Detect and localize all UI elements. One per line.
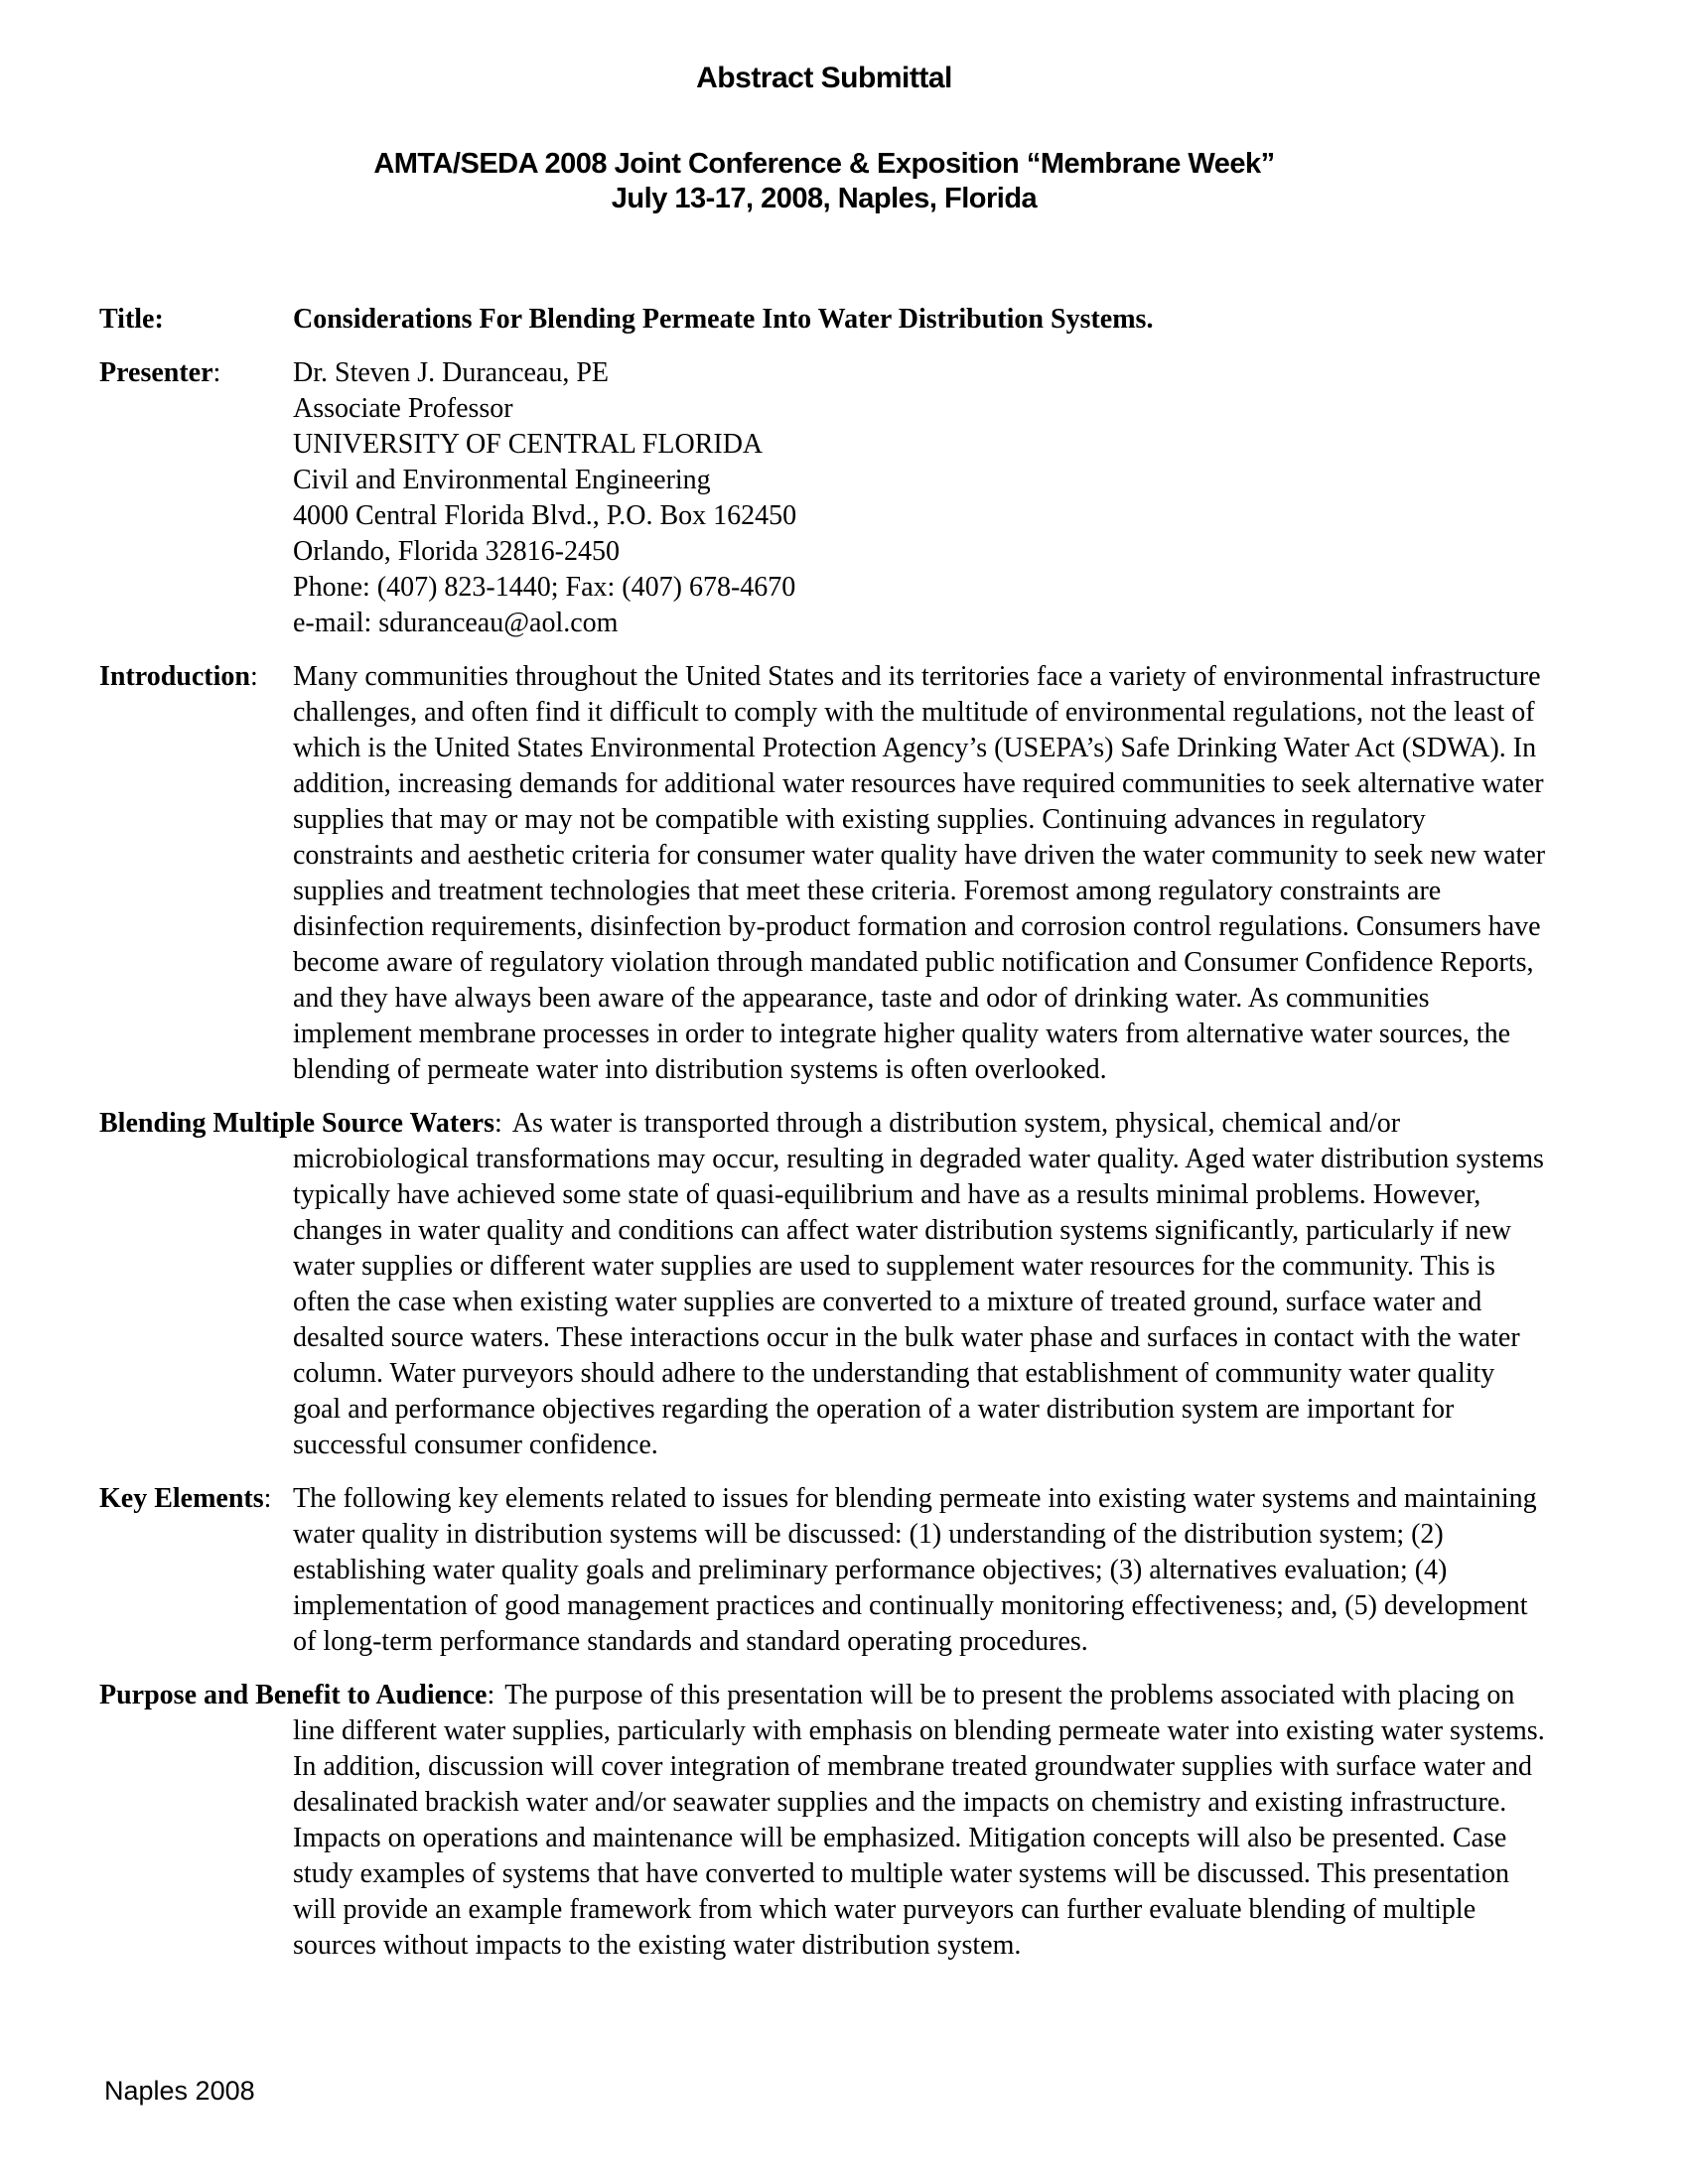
introduction-text: Many communities throughout the United States and its territories face a variety of environmental infrastructure challenges, and often find it difficult to comply with the multitude of environmental regulations, not the least of which is the United States Environmental Protection Agency’s (USEPA’s) Safe Drinking Water Act (SDWA). In addition, increasing demands for additional water resources have required communities to seek alternative water supplies that may or may not be compatible with existing supplies. Continuing advances in regulatory constraints and aesthetic criteria for consumer water quality have driven the water community to seek new water supplies and treatment technologies that meet these criteria. Foremost among regulatory constraints are disinfection requirements, disinfection by-product formation and corrosion control regulations. Consumers have become aware of regulatory violation through mandated public notification and Consumer Confidence Reports, and they have always been aware of the appearance, taste and odor of drinking water. As communities implement membrane processes in order to integrate higher quality waters from alternative water sources, the blending of permeate water into distribution systems is often overlooked.: [293, 661, 1546, 1085]
conference-name: AMTA/SEDA 2008 Joint Conference & Exposition “Membrane Week”: [373, 148, 1275, 180]
section-presenter: [99, 355, 1549, 641]
section-title: [99, 302, 1549, 338]
presenter-email: e-mail: sduranceau@aol.com: [293, 608, 619, 638]
key-elements-label: Key Elements:: [99, 1483, 272, 1514]
abstract-body: [99, 302, 1549, 1964]
section-introduction: [99, 659, 1549, 1088]
page-title: Abstract Submittal: [696, 62, 952, 94]
key-elements-text: The following key elements related to issues for blending permeate into existing water systems and maintaining water quality in distribution systems will be discussed: (1) understanding of the distribution system; (2) establishing water quality goals and preliminary performance objectives; (3) alternatives evaluation; (4) implementation of good management practices and continually monitoring effectiveness; and, (5) development of long-term performance standards and standard operating procedures.: [293, 1483, 1537, 1657]
section-purpose-and-benefit: Purpose and Benefit to Audience: The purpose of this presentation will be to present the problems associated with placing on line different water supplies, particularly with emphasis on blending permeate water into existing water systems. In addition, discussion will cover integration of membrane treated groundwater supplies with surface water and desalinated brackish water and/or seawater supplies and the impacts on chemistry and existing infrastructure. Impacts on operations and maintenance will be emphasized. Mitigation concepts will also be presented. Case study examples of systems that have converted to multiple water systems will be discussed. This presentation will provide an example framework from which water purveyors can further evaluate blending of multiple sources without impacts to the existing water distribution system.: [99, 1680, 1545, 1961]
conference-info: [99, 147, 1549, 216]
title-label: Title:: [99, 304, 164, 335]
presenter-label: Presenter:: [99, 357, 221, 388]
presenter-phone-fax: Phone: (407) 823-1440; Fax: (407) 678-4670: [293, 572, 796, 603]
presenter-position: Associate Professor: [293, 393, 513, 424]
introduction-label: Introduction:: [99, 661, 258, 692]
blending-text: As water is transported through a distribution system, physical, chemical and/or microbiological transformations may occur, resulting in degraded water quality. Aged water distribution systems typically have achieved some state of quasi-equilibrium and have as a results minimal problems. However, changes in water quality and conditions can affect water distribution systems significantly, particularly if new water supplies or different water supplies are used to supplement water resources for the community. This is often the case when existing water supplies are converted to a mixture of treated ground, surface water and desalted source waters. These interactions occur in the bulk water phase and surfaces in contact with the water column. Water purveyors should adhere to the understanding that establishment of community water quality goal and performance objectives regarding the operation of a water distribution system are important for successful consumer confidence.: [293, 1108, 1544, 1460]
conference-date-location: July 13-17, 2008, Naples, Florida: [611, 183, 1038, 214]
purpose-label: Purpose and Benefit to Audience: [99, 1680, 488, 1710]
title-text: Considerations For Blending Permeate Into Water Distribution Systems.: [293, 304, 1154, 335]
presenter-street-address: 4000 Central Florida Blvd., P.O. Box 162450: [293, 500, 797, 531]
presenter-name: Dr. Steven J. Duranceau, PE: [293, 357, 610, 388]
page-footer: Naples 2008: [104, 2076, 255, 2106]
blending-label: Blending Multiple Source Waters: [99, 1108, 494, 1139]
presenter-institution: UNIVERSITY OF CENTRAL FLORIDA: [293, 429, 764, 460]
presenter-department: Civil and Environmental Engineering: [293, 465, 711, 495]
presenter-city-state-zip: Orlando, Florida 32816-2450: [293, 536, 620, 567]
section-key-elements: [99, 1481, 1549, 1660]
section-blending-multiple-source-waters: Blending Multiple Source Waters: As water is transported through a distribution system, physical, chemical and/or microbiological transformations may occur, resulting in degraded water quality. Aged water distribution systems typically have achieved some state of quasi-equilibrium and have as a results minimal problems. However, changes in water quality and conditions can affect water distribution systems significantly, particularly if new water supplies or different water supplies are used to supplement water resources for the community. This is often the case when existing water supplies are converted to a mixture of treated ground, surface water and desalted source waters. These interactions occur in the bulk water phase and surfaces in contact with the water column. Water purveyors should adhere to the understanding that establishment of community water quality goal and performance objectives regarding the operation of a water distribution system are important for successful consumer confidence.: [99, 1108, 1544, 1460]
presenter-details: [293, 355, 1549, 641]
purpose-text: The purpose of this presentation will be to present the problems associated with placing on line different water supplies, particularly with emphasis on blending permeate water into existing water systems. In addition, discussion will cover integration of membrane treated groundwater supplies with surface water and desalinated brackish water and/or seawater supplies and the impacts on chemistry and existing infrastructure. Impacts on operations and maintenance will be emphasized. Mitigation concepts will also be presented. Case study examples of systems that have converted to multiple water systems will be discussed. This presentation will provide an example framework from which water purveyors can further evaluate blending of multiple sources without impacts to the existing water distribution system.: [293, 1680, 1545, 1961]
